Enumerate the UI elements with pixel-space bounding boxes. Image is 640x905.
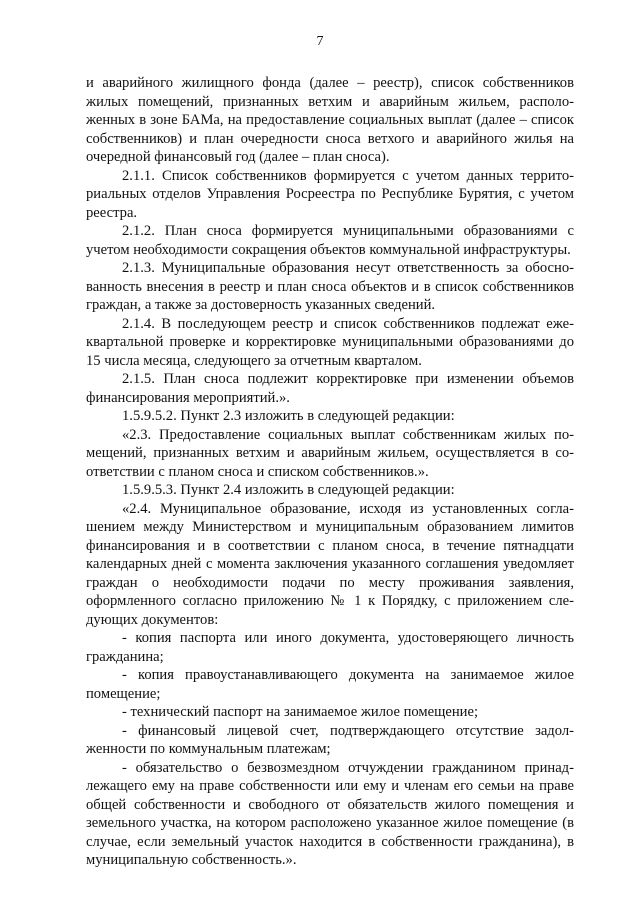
list-item: - технический паспорт на занимаемое жилое помещение; <box>122 704 479 720</box>
paragraph: 2.1.1. Список собственников формируется с учетом данных территориальных отделов Управления Росреестра по Республике Бурятия, с учетом реестра. <box>86 167 574 221</box>
paragraph: 2.1.5. План сноса подлежит корректировке при изменении объемов финансирования мероприятий.». <box>86 371 574 406</box>
document-body <box>86 74 574 870</box>
list-item: - копия паспорта или иного документа, удостоверяющего личность гражданина; <box>86 630 574 665</box>
list-item: - финансовый лицевой счет, подтверждающего отсутствие задолженности по коммунальным платежам; <box>86 722 574 757</box>
list-item: - обязательство о безвозмездном отчуждении гражданином принадлежащего ему на праве собственности или ему и членам его семьи на праве общей собственности и свободного от обязательств жилого помещения и земельного участка, на котором расположено указанное жилое помещение (в случае, если земельный участок находится в собственности гражданина), в муниципальную собственность.». <box>86 759 574 868</box>
list-item: - копия правоустанавливающего документа на занимаемое жилое помещение; <box>86 667 574 702</box>
paragraph: 1.5.9.5.2. Пункт 2.3 изложить в следующей редакции: <box>122 408 455 424</box>
paragraph: 1.5.9.5.3. Пункт 2.4 изложить в следующей редакции: <box>122 482 455 498</box>
paragraph: 2.1.2. План сноса формируется муниципальными образованиями с учетом необходимости сокращения объектов коммунальной инфраструктуры. <box>86 223 574 258</box>
paragraph: 2.1.4. В последующем реестр и список собственников подлежат ежеквартальной проверке и корректировке муниципальными образованиями до 15 числа месяца, следующего за отчетным кварталом. <box>86 315 574 369</box>
paragraph: «2.3. Предоставление социальных выплат собственникам жилых помещений, признанных ветхим и аварийным жильем, осуществляется в соответствии с планом сноса и списком собственников.». <box>86 426 574 480</box>
page-number: 7 <box>316 34 324 49</box>
paragraph: 2.1.3. Муниципальные образования несут ответственность за обоснованность внесения в реестр и план сноса объектов и в список собственников граждан, а также за достоверность указанных сведений. <box>86 260 574 313</box>
paragraph: «2.4. Муниципальное образование, исходя из установленных соглашением между Министерством и муниципальным образованием лимитов финансирования и в соответствии с планом сноса, в течение пятнадцати календарных дней с момента заключения указанного соглашения уведомляет граждан о необходимости подачи по месту проживания заявления, оформленного согласно приложению № 1 к Порядку, с приложением следующих документов: <box>86 500 574 628</box>
paragraph: и аварийного жилищного фонда (далее – реестр), список собственников жилых помещений, признанных ветхим и аварийным жильем, расположенных в зоне БАМа, на предоставление социальных выплат (далее – список собственников) и план очередности сноса ветхого и аварийного жилья на очередной финансовый год (далее – план сноса). <box>86 75 574 165</box>
